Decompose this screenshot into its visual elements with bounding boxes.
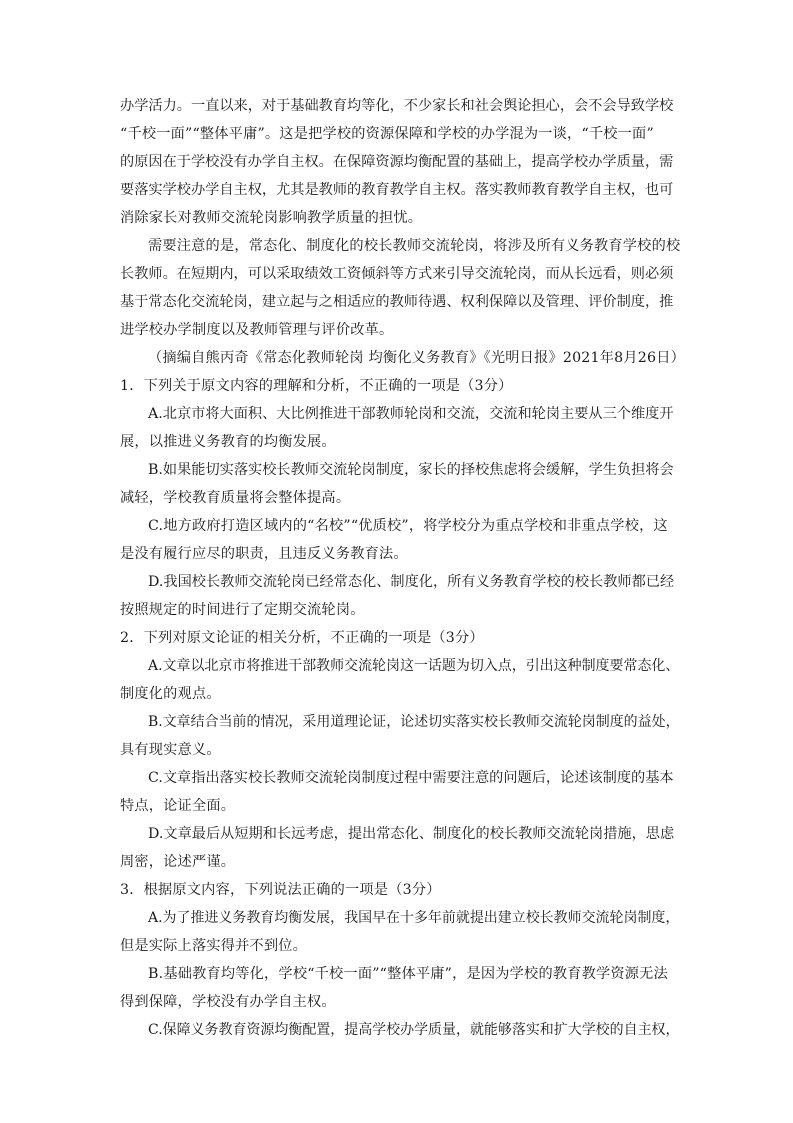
option-b-line: 具有现实意义。 <box>120 742 221 758</box>
question-stem-2: 2．下列对原文论证的相关分析，不正确的一项是（3分） <box>120 630 484 646</box>
paragraph-line: 进学校办学制度以及教师管理与评价改革。 <box>120 322 394 338</box>
paragraph-line: “千校一面”“整体平庸”。这是把学校的资源保障和学校的办学混为一谈，“千校一面” <box>120 126 654 142</box>
paragraph-line: 办学活力。一直以来，对于基础教育均等化，不少家长和社会舆论担心，会不会导致学校 <box>120 98 674 114</box>
paragraph-line: 基于常态化交流轮岗，建立起与之相适应的教师待遇、权利保障以及管理、评价制度，推 <box>120 294 674 310</box>
option-d-line: D.文章最后从短期和长远考虑，提出常态化、制度化的校长教师交流轮岗措施，思虑 <box>148 826 675 842</box>
option-b-line: 减轻，学校教育质量将会整体提高。 <box>120 490 351 506</box>
option-c-line: C.地方政府打造区域内的“名校”“优质校”，将学校分为重点学校和非重点学校，这 <box>148 518 668 534</box>
paragraph-line: 消除家长对教师交流轮岗影响教学质量的担忧。 <box>120 210 423 226</box>
option-d-line: D.我国校长教师交流轮岗已经常态化、制度化，所有义务教育学校的校长教师都已经 <box>148 574 675 590</box>
option-b-line: 得到保障，学校没有办学自主权。 <box>120 994 336 1010</box>
option-c-line: 特点，论证全面。 <box>120 798 236 814</box>
option-a-line: 展，以推进义务教育的均衡发展。 <box>120 434 336 450</box>
option-c-line: C.文章指出落实校长教师交流轮岗制度过程中需要注意的问题后，论述该制度的基本 <box>148 770 674 786</box>
paragraph-line: 的原因在于学校没有办学自主权。在保障资源均衡配置的基础上，提高学校办学质量，需 <box>120 154 674 170</box>
source-citation: （摘编自熊丙奇《常态化教师轮岗 均衡化义务教育》《光明日报》2021年8月26日） <box>148 350 685 366</box>
option-a-line: A.为了推进义务教育均衡发展，我国早在十多年前就提出建立校长教师交流轮岗制度， <box>148 910 680 926</box>
option-c-line: C.保障义务教育资源均衡配置，提高学校办学质量，就能够落实和扩大学校的自主权， <box>148 1022 680 1038</box>
option-c-line: 是没有履行应尽的职责，且违反义务教育法。 <box>120 546 408 562</box>
option-a-line: 但是实际上落实得并不到位。 <box>120 938 308 954</box>
paragraph-line: 需要注意的是，常态化、制度化的校长教师交流轮岗，将涉及所有义务教育学校的校 <box>148 238 681 254</box>
paragraph-line: 要落实学校办学自主权，尤其是教师的教育教学自主权。落实教师教育教学自主权，也可 <box>120 182 674 198</box>
option-b-line: B.如果能切实落实校长教师交流轮岗制度，家长的择校焦虑将会缓解，学生负担将会 <box>148 462 674 478</box>
question-stem-1: 1．下列关于原文内容的理解和分析，不正确的一项是（3分） <box>120 378 513 394</box>
option-b-line: B.文章结合当前的情况，采用道理论证，论述切实落实校长教师交流轮岗制度的益处， <box>148 714 680 730</box>
option-a-line: 制度化的观点。 <box>120 686 221 702</box>
option-b-line: B.基础教育均等化，学校“千校一面”“整体平庸”，是因为学校的教育教学资源无法 <box>148 966 668 982</box>
option-a-line: A.北京市将大面积、大比例推进干部教师轮岗和交流，交流和轮岗主要从三个维度开 <box>148 406 674 422</box>
paragraph-line: 长教师。在短期内，可以采取绩效工资倾斜等方式来引导交流轮岗，而从长远看，则必须 <box>120 266 674 282</box>
question-stem-3: 3．根据原文内容，下列说法正确的一项是（3分） <box>120 882 441 898</box>
option-a-line: A.文章以北京市将推进干部教师交流轮岗这一话题为切入点，引出这种制度要常态化、 <box>148 658 680 674</box>
option-d-line: 按照规定的时间进行了定期交流轮岗。 <box>120 602 365 618</box>
option-d-line: 周密，论述严谨。 <box>120 854 236 870</box>
